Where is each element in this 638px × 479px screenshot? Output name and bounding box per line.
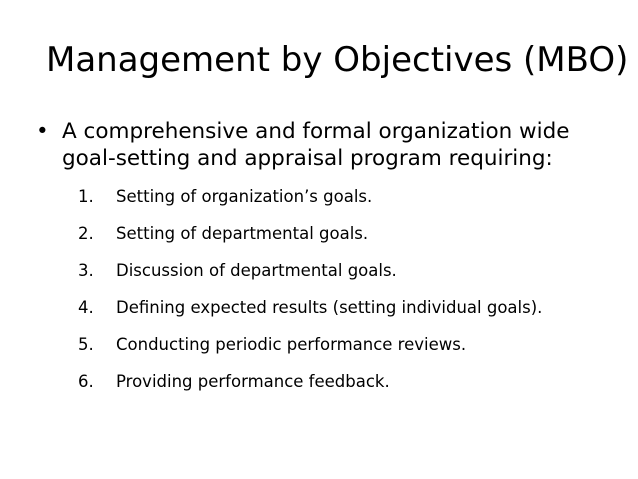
list-item-text: Defining expected results (setting individual goals). [116, 298, 543, 317]
list-item [78, 333, 542, 370]
list-item [78, 185, 542, 222]
list-item [78, 296, 542, 333]
list-item-number: 4. [78, 298, 94, 317]
list-item-text: Setting of organization’s goals. [116, 187, 373, 206]
list-item-number: 5. [78, 335, 94, 354]
list-item-number: 3. [78, 261, 94, 280]
list-item-text: Providing performance feedback. [116, 372, 390, 391]
list-item-text: Conducting periodic performance reviews. [116, 335, 467, 354]
numbered-list [78, 185, 542, 407]
list-item-number: 1. [78, 187, 94, 206]
bullet-icon: • [36, 119, 49, 144]
list-item [78, 222, 542, 259]
slide-title: Management by Objectives (MBO) [46, 40, 629, 80]
list-item-text: Setting of departmental goals. [116, 224, 369, 243]
list-item-text: Discussion of departmental goals. [116, 261, 397, 280]
bullet-text: A comprehensive and formal organization wide goal-setting and appraisal program requiring: [62, 119, 570, 171]
list-item [78, 259, 542, 296]
list-item-number: 6. [78, 372, 94, 391]
list-item-number: 2. [78, 224, 94, 243]
list-item [78, 370, 542, 407]
